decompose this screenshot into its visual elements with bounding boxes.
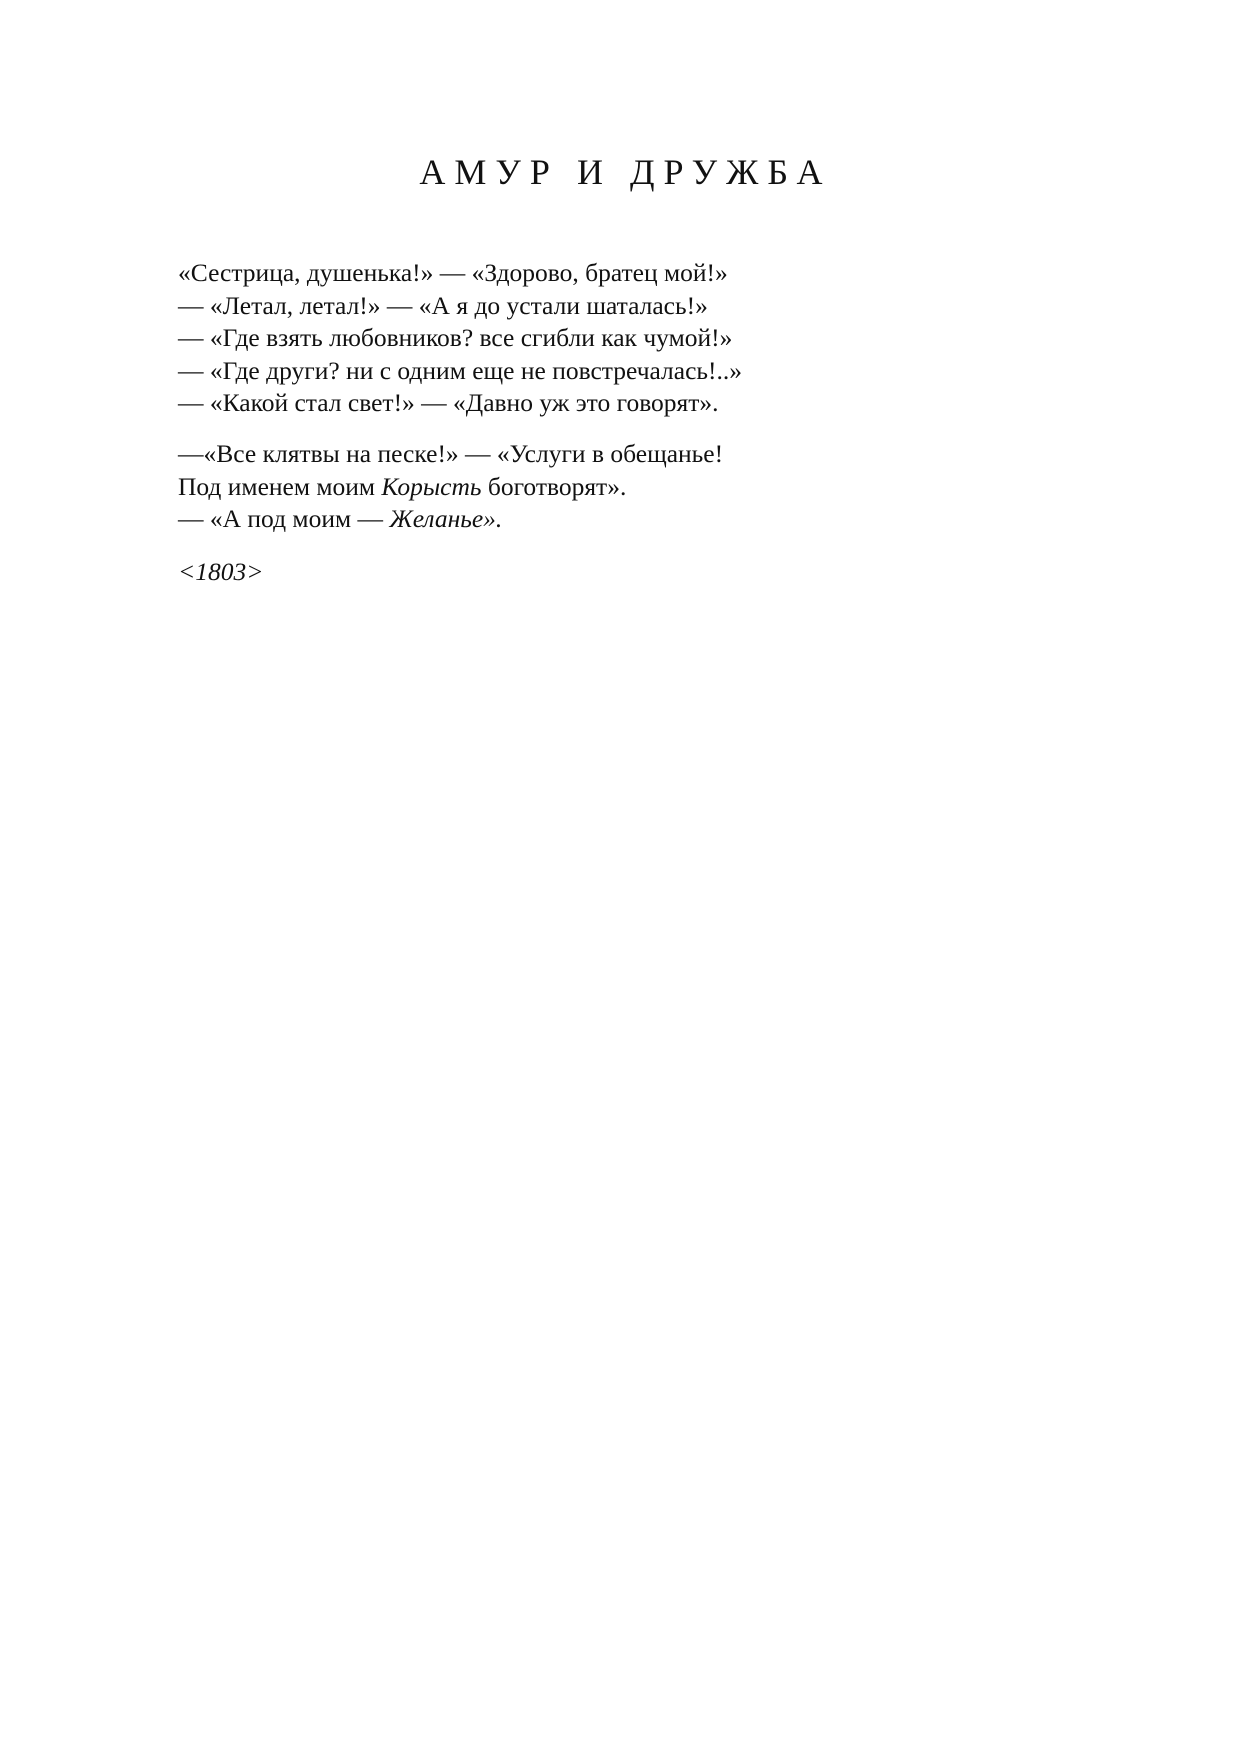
stanza-2-line-3-text-before: — «А под моим — bbox=[178, 504, 390, 534]
stanza-1-line-4: — «Где други? ни с одним еще не повстречалась!..» bbox=[178, 355, 743, 385]
stanza-2-line-2 bbox=[178, 471, 723, 504]
stanza-2-line-3 bbox=[178, 503, 723, 536]
stanza-2-line-1: —«Все клятвы на песке!» — «Услуги в обещанье! bbox=[178, 439, 724, 468]
stanza-2 bbox=[178, 438, 723, 536]
stanza-2-line-3-italic-word: Желанье». bbox=[389, 504, 503, 534]
stanza-1-line-5: — «Какой стал свет!» — «Давно уж это говорят». bbox=[178, 388, 719, 418]
stanza-1-line-1: «Сестрица, душенька!» — «Здорово, братец мой!» bbox=[178, 258, 728, 287]
stanza-1-line-3: — «Где взять любовников? все сгибли как чумой!» bbox=[178, 323, 733, 353]
stanza-2-line-2-italic-word: Корысть bbox=[381, 471, 482, 501]
stanza-2-line-2-text-after: боготворят». bbox=[481, 471, 627, 501]
stanza-1 bbox=[178, 257, 742, 420]
poem-title: АМУР И ДРУЖБА bbox=[419, 152, 832, 192]
poem-date: <1803> bbox=[178, 557, 264, 586]
stanza-1-line-2: — «Летал, летал!» — «А я до устали шаталась!» bbox=[178, 290, 708, 320]
stanza-2-line-2-text-before: Под именем моим bbox=[178, 471, 382, 501]
